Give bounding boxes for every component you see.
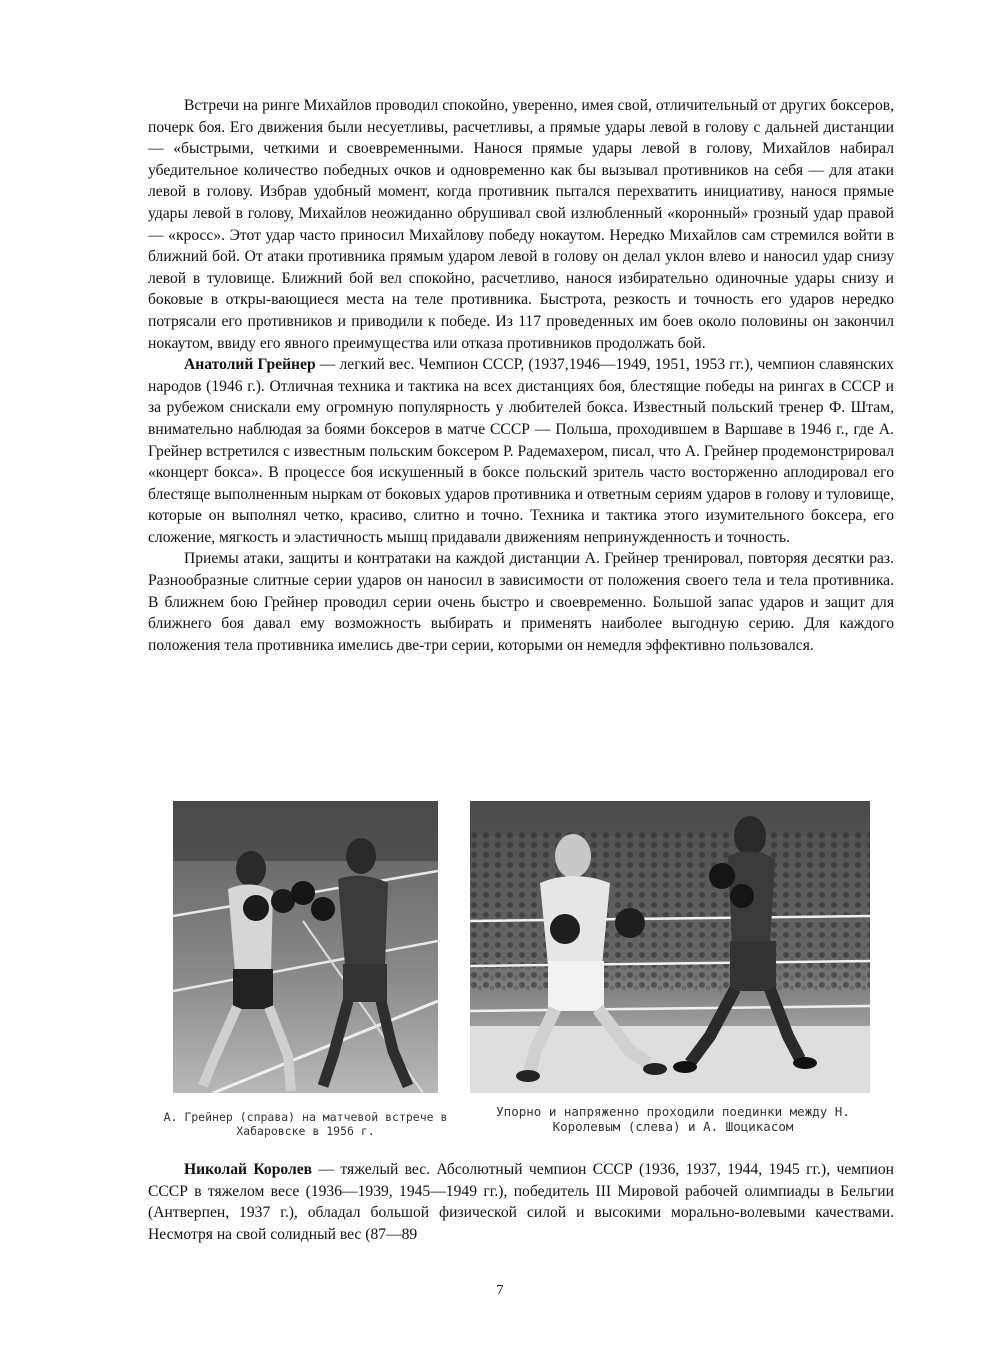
body-text-bottom bbox=[148, 1159, 894, 1245]
paragraph-greiner bbox=[148, 354, 894, 548]
page-number: 7 bbox=[496, 1283, 504, 1298]
photo-greiner-khabarovsk bbox=[173, 801, 438, 1093]
photo-korolev-shotsikas bbox=[470, 801, 870, 1093]
boxer-name: Николай Королев bbox=[184, 1161, 313, 1178]
paragraph-korolev bbox=[148, 1159, 894, 1245]
paragraph-text: — тяжелый вес. Абсолютный чемпион СССР (1936, 1937, 1944, 1945 гг.), чемпион СССР в тяжелом весе (1936—1939, 1945—1949 гг.), победитель III Мировой рабочей олимпиады в Бельгии (Антверпен, 1937 г.), обладал большой физической силой и высокими морально-волевыми качествами. Несмотря на свой солидный вес (87—89 bbox=[148, 1161, 894, 1243]
body-text-top bbox=[148, 95, 894, 656]
boxer-name: Анатолий Грейнер bbox=[184, 356, 316, 374]
paragraph-text: — легкий вес. Чемпион СССР, (1937,1946—1949, 1951, 1953 гг.), чемпион славянских народов (1946 г.). Отличная техника и тактика на всех дистанциях боя, блестящие победы на рингах в СССР и за рубежом снискали ему огромную популярность у любителей бокса. Известный польский тренер Ф. Штам, внимательно наблюдая за боями боксеров в матче СССР — Польша, проходившем в Варшаве в 1946 г., где А. Грейнер встретился с известным польским боксером Р. Радемахером, писал, что А. Грейнер продемонстрировал «концерт бокса». В процессе боя искушенный в боксе польский зритель часто восторженно аплодировал его блестяще выполненным ныркам от боковых ударов противника и ответным сериям ударов в голову и туловище, которые он выполнял четко, красиво, слитно и точно. Техника и тактика этого изумительного боксера, его сложение, мягкость и эластичность мышц придавали движениям непринужденность и точность. bbox=[148, 356, 894, 546]
paragraph-greiner-training bbox=[148, 548, 894, 656]
photo-caption-right: Упорно и напряженно проходили поединки между Н. Королевым (слева) и А. Шоцикасом bbox=[496, 1104, 850, 1134]
photo-caption-left: А. Грейнер (справа) на матчевой встрече в Хабаровске в 1956 г. bbox=[163, 1110, 448, 1138]
paragraph-text: Приемы атаки, защиты и контратаки на каждой дистанции А. Грейнер тренировал, повторяя десятки раз. Разнообразные слитные серии ударов он наносил в зависимости от положения своего тела и тела противника. В ближнем бою Грейнер проводил серии очень быстро и своевременно. Большой запас ударов и защит для ближнего боя давал ему возможность выбирать и применять наиболее выгодную серию. Для каждого положения тела противника имелись две-три серии, которыми он немедля эффективно пользовался. bbox=[148, 550, 894, 654]
paragraph-mikhailov bbox=[148, 95, 894, 354]
paragraph-text: Встречи на ринге Михайлов проводил спокойно, уверенно, имея свой, отличительный от других боксеров, почерк боя. Его движения были несуетливы, расчетливы, а прямые удары левой в голову с дальней дистанции — «быстрыми, четкими и своевременными. Нанося прямые удары левой в голову, Михайлов набирал убедительное количество победных очков и одновременно как бы вызывал противников на себя — для атаки левой в голову. Избрав удобный момент, когда противник пытался перехватить инициативу, нанося прямые удары левой в голову, Михайлов неожиданно обрушивал свой излюбленный «коронный» грозный удар правой — «кросс». Этот удар часто приносил Михайлову победу нокаутом. Нередко Михайлов сам стремился войти в ближний бой. От атаки противника прямым ударом левой в голову он делал уклон влево и наносил удар снизу левой в туловище. Ближний бой вел спокойно, расчетливо, нанося избирательно одиночные удары снизу и боковые в откры-вающиеся места на теле противника. Быстрота, резкость и точность его ударов нередко потрясали его противников и приводили к победе. Из 117 проведенных им боев около половины он закончил нокаутом, ввиду его явного преимущества или отказа противников продолжать бой. bbox=[148, 97, 894, 352]
